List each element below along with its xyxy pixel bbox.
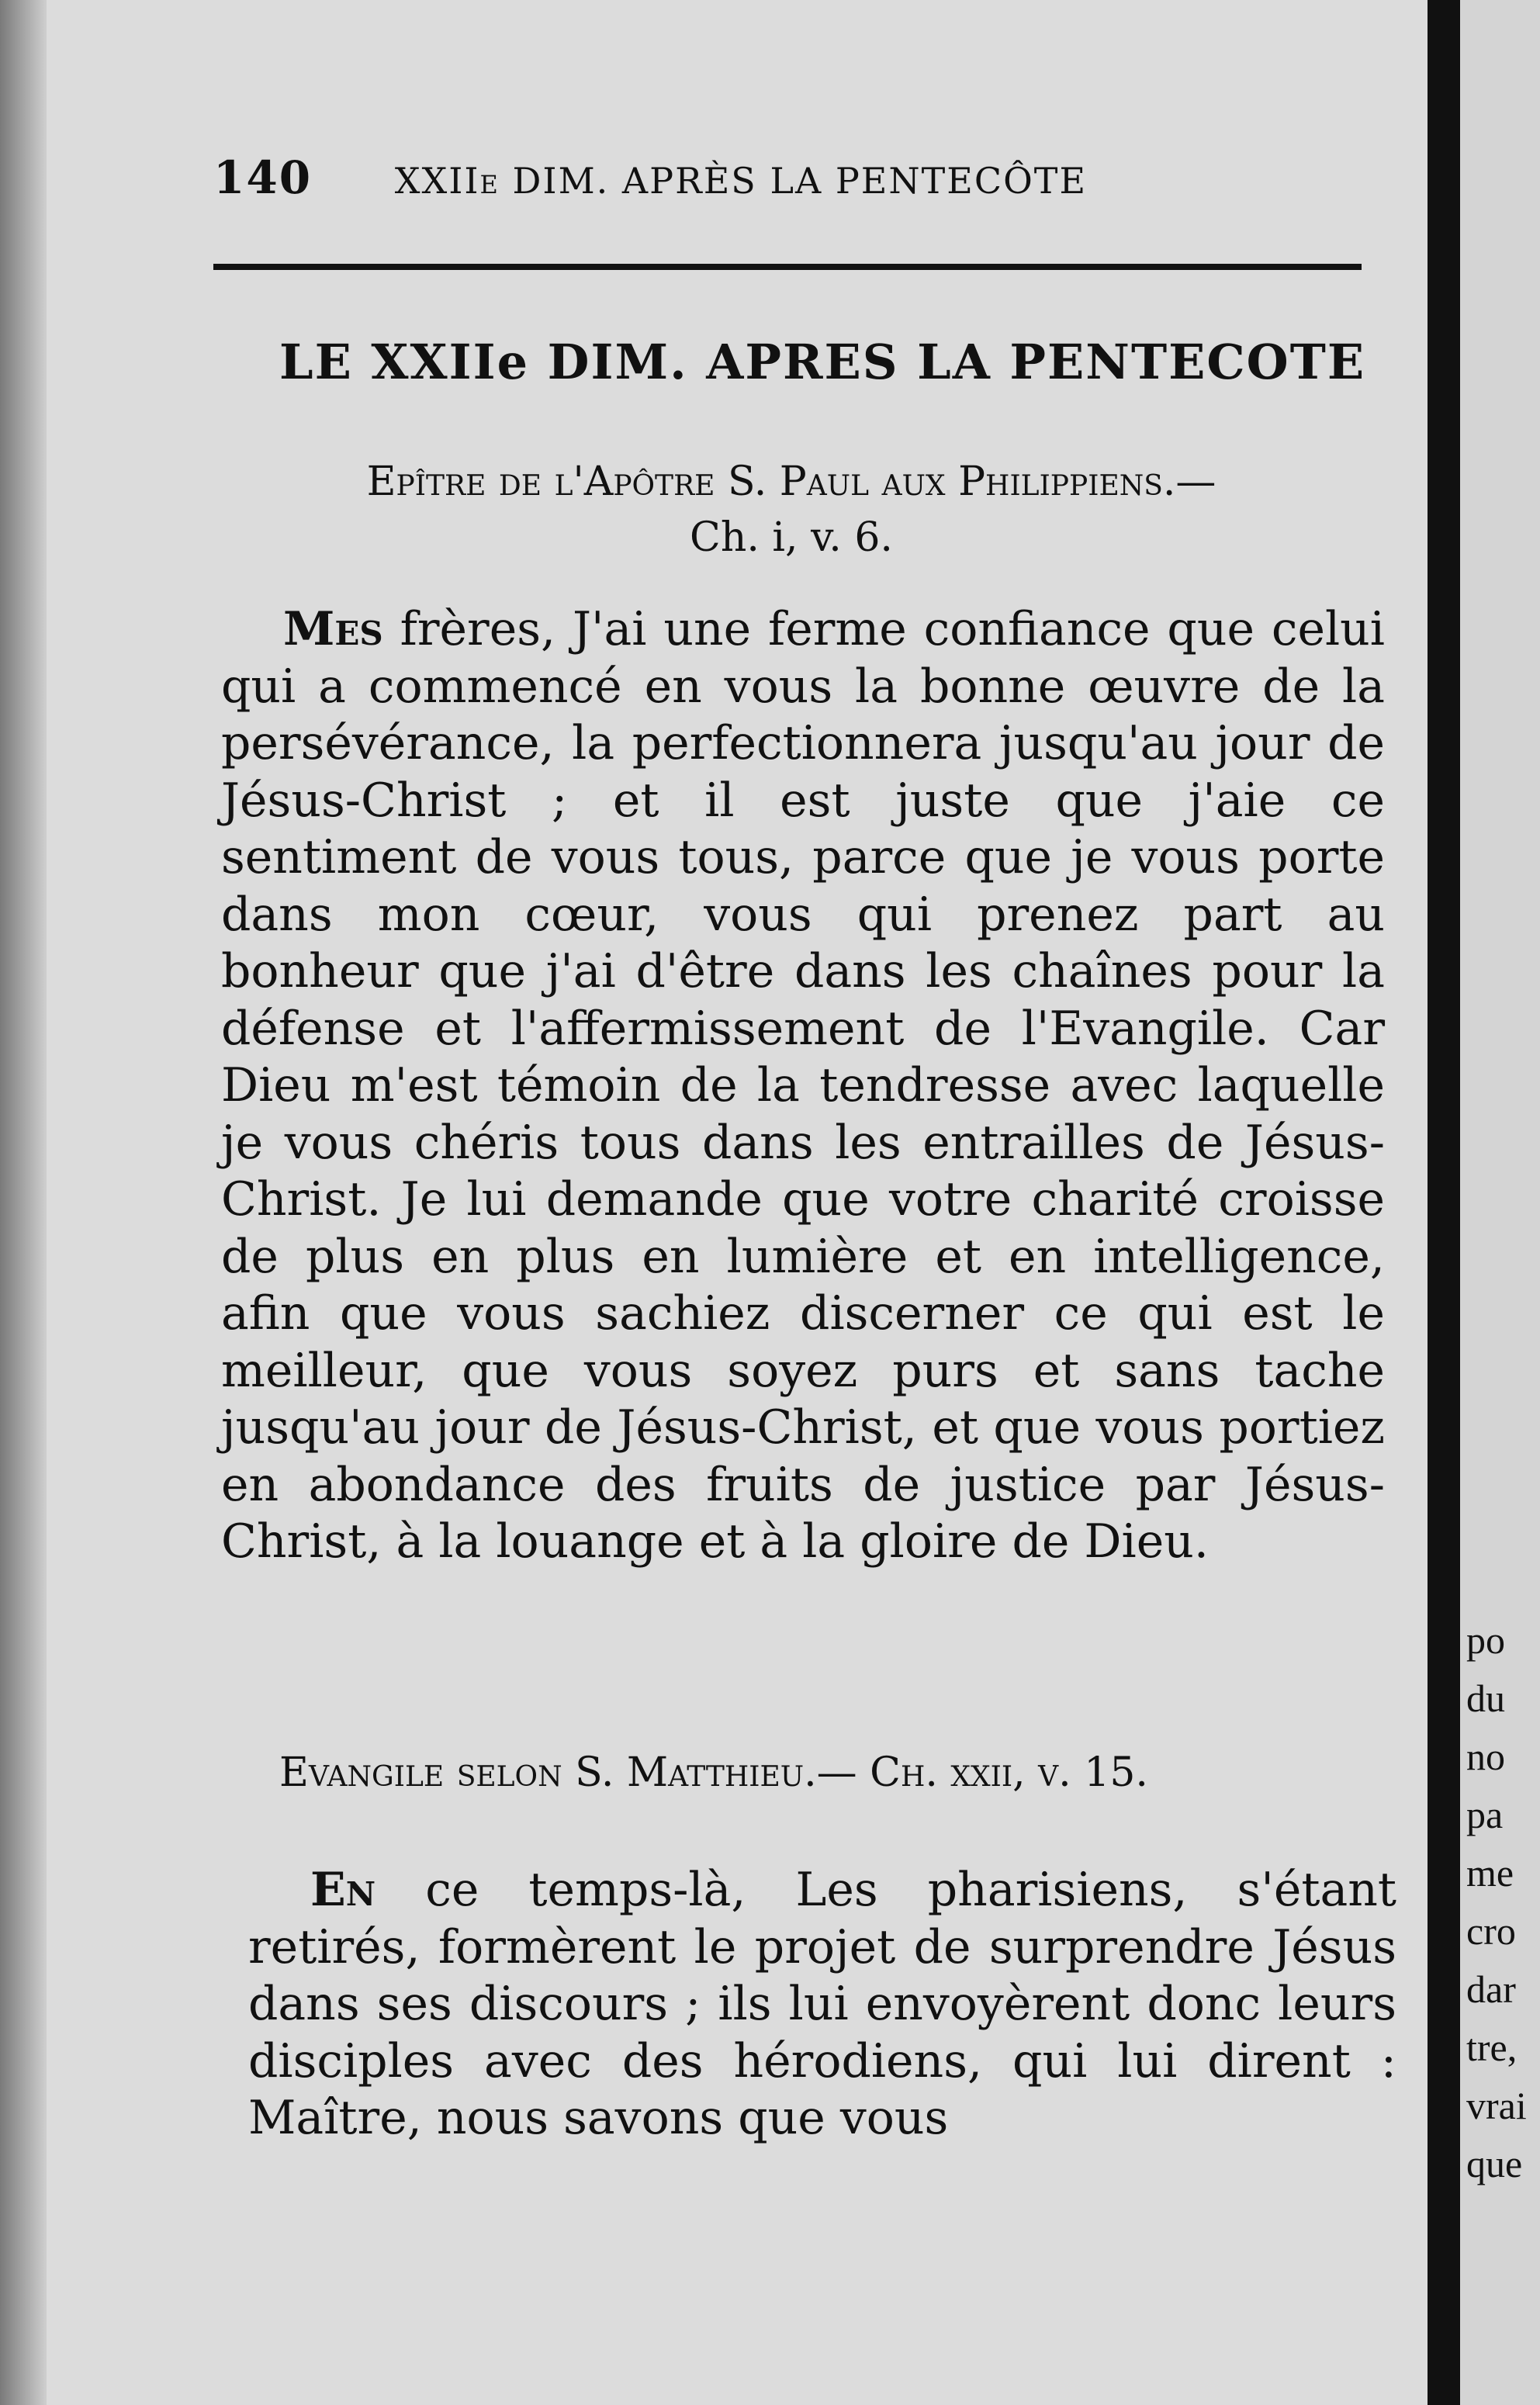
gospel-heading: Evangile selon S. Matthieu.— Ch. xxii, v. 15. <box>279 1749 1148 1796</box>
epistle-heading-line2: Ch. i, v. 6. <box>690 514 893 561</box>
adjacent-fragment: pa <box>1466 1793 1504 1836</box>
adjacent-page <box>1460 0 1540 2405</box>
adjacent-fragment: dar <box>1466 1967 1516 2011</box>
gospel-text <box>248 1862 1396 2147</box>
gospel-opening-word: En <box>310 1863 376 1917</box>
book-gutter <box>1428 0 1460 2405</box>
adjacent-fragment: vrai <box>1466 2084 1527 2127</box>
epistle-opening-word: Mes <box>283 602 383 656</box>
gospel-body: ce temps-là, Les pharisiens, s'étant retirés, formèrent le projet de surprendre Jésus dans ses discours ; ils lui envoyèrent donc leurs disciples avec des hérodiens, qui lui dirent : Maître, nous savons que vous <box>248 1863 1396 2145</box>
adjacent-fragment: po <box>1466 1618 1505 1662</box>
epistle-text <box>221 601 1385 1571</box>
adjacent-fragment: me <box>1466 1851 1514 1895</box>
adjacent-fragment: du <box>1466 1677 1505 1720</box>
adjacent-fragment: cro <box>1466 1909 1516 1953</box>
adjacent-fragment: que <box>1466 2142 1523 2185</box>
adjacent-fragment: tre, <box>1466 2026 1518 2069</box>
header-rule <box>213 264 1362 270</box>
epistle-body: frères, J'ai une ferme confiance que celui qui a commencé en vous la bonne œuvre de la persévérance, la perfectionnera jusqu'au jour de Jésus-Christ ; et il est juste que j'aie ce sentiment de vous tous, parce que je vous porte dans mon cœur, vous qui prenez part au bonheur que j'ai d'être dans les chaînes pour la défense et l'affermissement de l'Evangile. Car Dieu m'est témoin de la tendresse avec laquelle je vous chéris tous dans les entrailles de Jésus-Christ. Je lui demande que votre charité croisse de plus en plus en lumière et en intelligence, afin que vous sachiez discerner ce qui est le meilleur, que vous soyez purs et sans tache jusqu'au jour de Jésus-Christ, et que vous portiez en abondance des fruits de justice par Jésus-Christ, à la louange et à la gloire de Dieu. <box>221 602 1385 1569</box>
adjacent-fragment: no <box>1466 1735 1505 1778</box>
running-header <box>213 151 1362 204</box>
page-edge-shadow <box>0 0 47 2405</box>
epistle-heading <box>241 454 1342 566</box>
section-title: LE XXIIe DIM. APRES LA PENTECOTE <box>279 334 1366 390</box>
page-number: 140 <box>213 151 313 204</box>
running-title: XXIIe DIM. APRÈS LA PENTECÔTE <box>394 160 1088 202</box>
epistle-heading-line1: Epître de l'Apôtre S. Paul aux Philippiens.— <box>366 459 1216 505</box>
